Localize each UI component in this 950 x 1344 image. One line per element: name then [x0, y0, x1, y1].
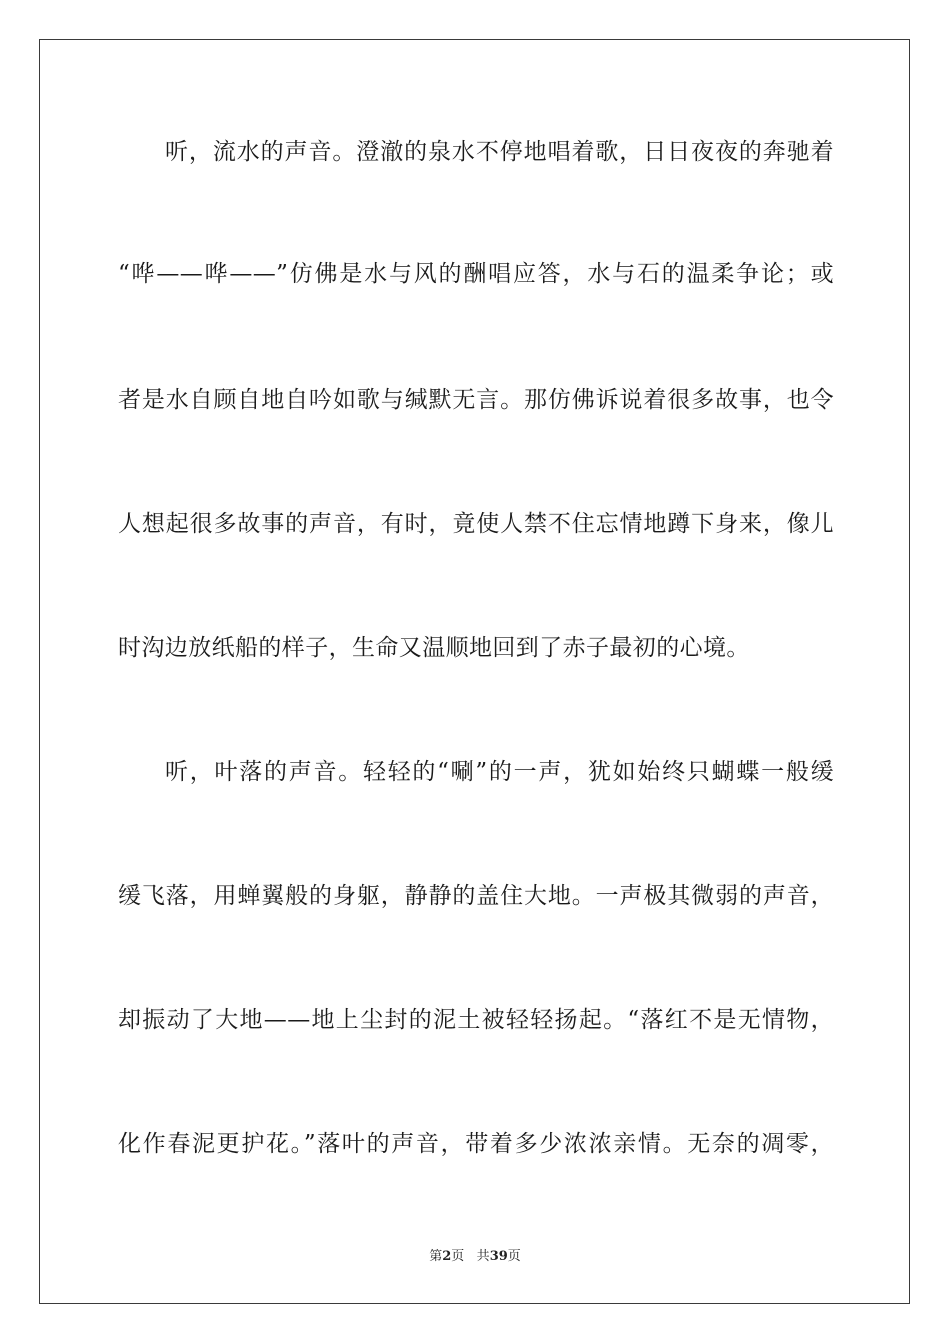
paragraph-2-line-3: 却振动了大地——地上尘封的泥土被轻轻扬起。“落红不是无情物，: [118, 1007, 834, 1033]
footer-prefix: 第: [429, 1249, 443, 1264]
paragraph-2-line-1: 听，叶落的声音。轻轻的“唰”的一声，犹如始终只蝴蝶一般缓: [165, 759, 834, 785]
page-footer: [0, 1245, 950, 1264]
footer-total-suffix: 页: [507, 1249, 521, 1264]
paragraph-1-line-4: 人想起很多故事的声音，有时，竟使人禁不住忘情地蹲下身来，像儿: [118, 511, 834, 537]
paragraph-1-line-1: 听，流水的声音。澄澈的泉水不停地唱着歌，日日夜夜的奔驰着: [165, 139, 834, 165]
footer-page-number: 2: [442, 1249, 452, 1264]
paragraph-2-line-4: 化作春泥更护花。”落叶的声音，带着多少浓浓亲情。无奈的凋零，: [118, 1131, 834, 1157]
paragraph-2-line-2: 缓飞落，用蝉翼般的身躯，静静的盖住大地。一声极其微弱的声音，: [118, 883, 834, 909]
footer-total-prefix: 共: [476, 1249, 490, 1264]
page-border: [39, 39, 910, 1304]
paragraph-1-line-5: 时沟边放纸船的样子，生命又温顺地回到了赤子最初的心境。: [118, 635, 750, 661]
footer-total-pages: 39: [489, 1249, 508, 1264]
footer-page-suffix: 页: [451, 1249, 465, 1264]
paragraph-1-line-3: 者是水自顾自地自吟如歌与缄默无言。那仿佛诉说着很多故事，也令: [118, 387, 834, 413]
paragraph-1-line-2: “哗——哗——”仿佛是水与风的酬唱应答，水与石的温柔争论；或: [118, 261, 834, 287]
